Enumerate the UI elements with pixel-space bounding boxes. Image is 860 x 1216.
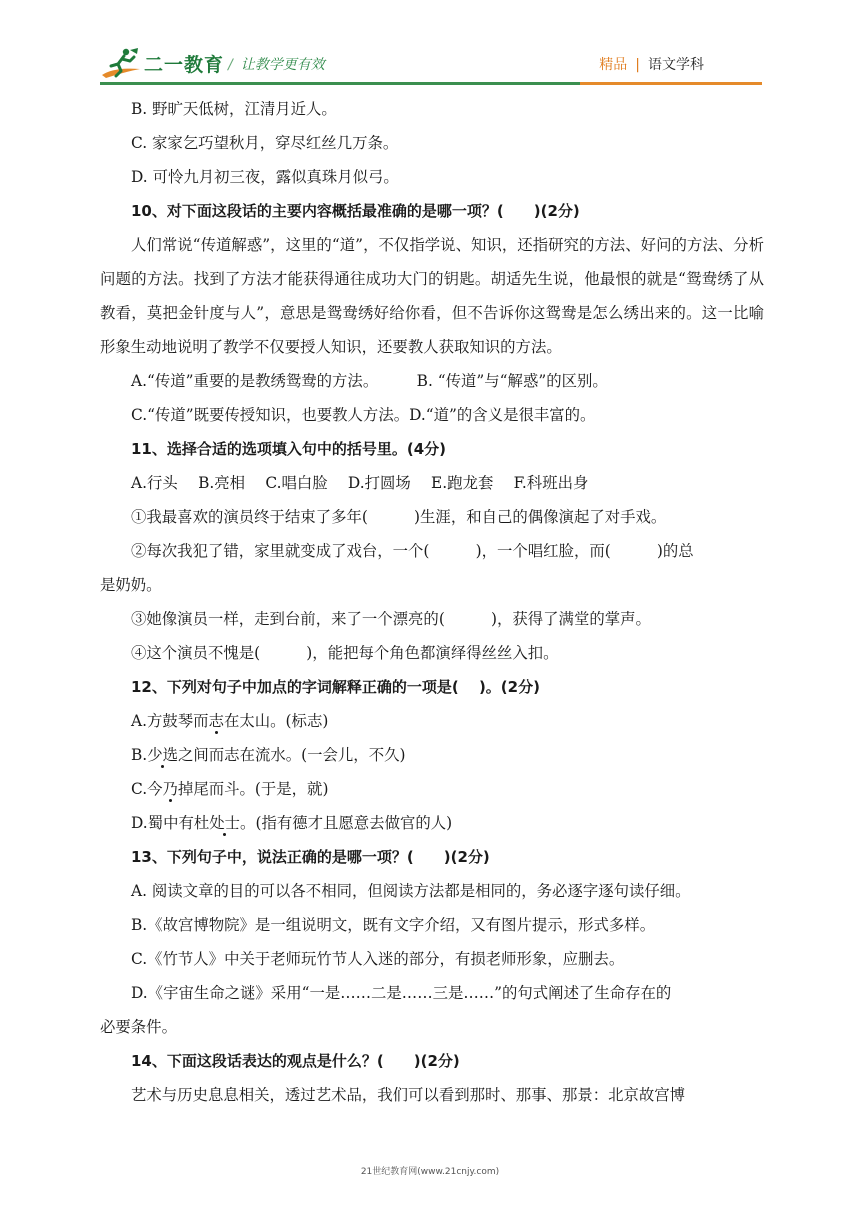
- dotted-word: 志: [208, 712, 224, 730]
- sentence-11-2: ②每次我犯了错，家里就变成了戏台，一个( )，一个唱红脸，而( )的总: [131, 542, 694, 560]
- option-line: C.“传道”既要传授知识，也要教人方法。D.“道”的含义是很丰富的。: [131, 406, 596, 424]
- dotted-word: 乃: [162, 780, 178, 798]
- question-10: 10、对下面这段话的主要内容概括最准确的是哪一项？( )(2分): [131, 202, 580, 220]
- dotted-word: 少选: [147, 746, 178, 764]
- option-line-cont: 必要条件。: [100, 1018, 177, 1036]
- option-line: B.《故宫博物院》是一组说明文，既有文字介绍，又有图片提示，形式多样。: [131, 916, 656, 934]
- option-12-c: C.今乃掉尾而斗。(于是，就): [131, 780, 329, 798]
- option-line: D.《宇宙生命之谜》采用“一是……二是……三是……”的句式阐述了生命存在的: [131, 984, 672, 1002]
- header-rule-accent: [580, 82, 762, 85]
- subject-label: 语文学科: [648, 57, 704, 73]
- slogan: / 让教学更有效: [228, 57, 325, 73]
- logo: [100, 46, 224, 80]
- brand-label: 精品 | 语文学科: [599, 57, 704, 73]
- passage-14: 艺术与历史息息相关，透过艺术品，我们可以看到那时、那事、那景：北京故宫博: [131, 1086, 686, 1104]
- brand-tag: 精品: [599, 57, 628, 73]
- logo-text: 二一教育: [144, 53, 225, 76]
- option-line: B. 野旷天低树，江清月近人。: [131, 100, 337, 118]
- sentence-11-2-cont: 是奶奶。: [100, 576, 162, 594]
- dotted-word: 处士: [209, 814, 241, 832]
- slogan-text: 让教学更有效: [240, 57, 325, 73]
- question-11: 11、选择合适的选项填入句中的括号里。(4分): [131, 440, 447, 458]
- question-12: 12、下列对句子中加点的字词解释正确的一项是( )。(2分): [131, 678, 540, 696]
- options-11: A.行头 B.亮相 C.唱白脸 D.打圆场 E.跑龙套 F.科班出身: [131, 474, 589, 492]
- option-12-b: B.少选之间而志在流水。(一会儿，不久): [131, 746, 406, 764]
- page-content: [100, 92, 764, 1112]
- option-line: D. 可怜九月初三夜，露似真珠月似弓。: [131, 168, 399, 186]
- page-header: [100, 46, 762, 82]
- sentence-11-1: ①我最喜欢的演员终于结束了多年( )生涯，和自己的偶像演起了对手戏。: [131, 508, 667, 526]
- option-line: C. 家家乞巧望秋月，穿尽红丝几万条。: [131, 134, 399, 152]
- option-line: A. 阅读文章的目的可以各不相同，但阅读方法都是相同的，务必逐字逐句读仔细。: [131, 882, 691, 900]
- question-13: 13、下列句子中，说法正确的是哪一项？( )(2分): [131, 848, 490, 866]
- option-line: A.“传道”重要的是教绣鸳鸯的方法。 B. “传道”与“解惑”的区别。: [131, 372, 608, 390]
- runner-logo-icon: [100, 47, 142, 79]
- sentence-11-4: ④这个演员不愧是( )，能把每个角色都演绎得丝丝入扣。: [131, 644, 559, 662]
- question-14: 14、下面这段话表达的观点是什么？( )(2分): [131, 1052, 460, 1070]
- option-line: C.《竹节人》中关于老师玩竹节人入迷的部分，有损老师形象，应删去。: [131, 950, 625, 968]
- option-12-a: A.方鼓琴而志在太山。(标志): [131, 712, 329, 730]
- page-footer: 21世纪教育网(www.21cnjy.com): [360, 1167, 500, 1177]
- passage-10: 人们常说“传道解惑”，这里的“道”，不仅指学说、知识，还指研究的方法、好问的方法、分析问题的方法。找到了方法才能获得通往成功大门的钥匙。胡适先生说，他最恨的就是“鸳鸯绣了从教看，莫把金针度与人”，意思是鸳鸯绣好给你看，但不告诉你这鸳鸯是怎么绣出来的。这一比喻形象生动地说明了教学不仅要授人知识，还要教人获取知识的方法。: [100, 236, 764, 356]
- option-12-d: D.蜀中有杜处士。(指有德才且愿意去做官的人): [131, 814, 453, 832]
- sentence-11-3: ③她像演员一样，走到台前，来了一个漂亮的( )，获得了满堂的掌声。: [131, 610, 651, 628]
